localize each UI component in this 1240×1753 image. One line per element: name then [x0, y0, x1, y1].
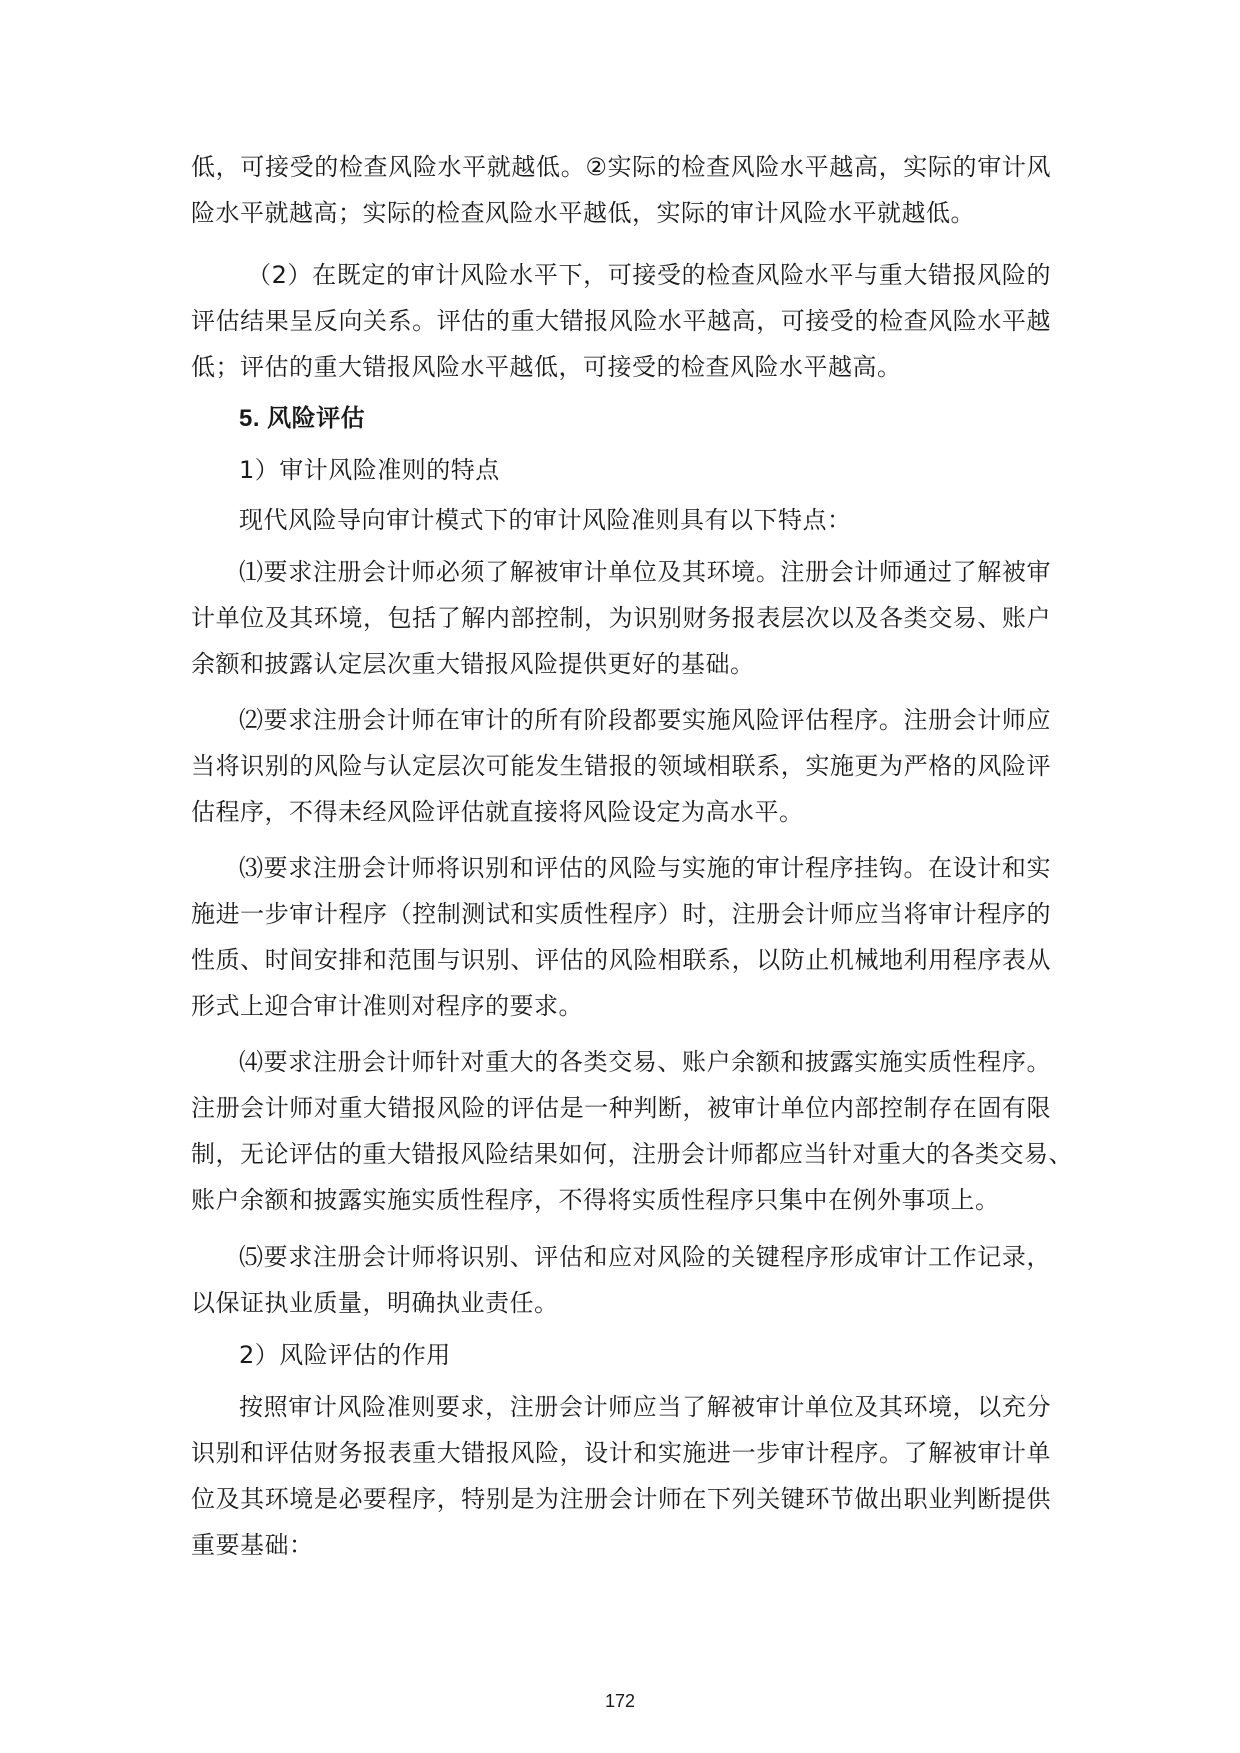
paragraph-line: 识别和评估财务报表重大错报风险，设计和实施进一步审计程序。了解被审计单	[191, 1439, 1051, 1467]
paragraph-line: 施进一步审计程序（控制测试和实质性程序）时，注册会计师应当将审计程序的	[191, 900, 1051, 928]
paragraph-line: 按照审计风险准则要求，注册会计师应当了解被审计单位及其环境，以充分	[239, 1393, 1051, 1421]
paragraph-line: （2）在既定的审计风险水平下，可接受的检查风险水平与重大错报风险的	[247, 261, 1051, 289]
paragraph-line: 性质、时间安排和范围与识别、评估的风险相联系，以防止机械地利用程序表从	[191, 946, 1051, 974]
paragraph-line: 低，可接受的检查风险水平就越低。②实际的检查风险水平越高，实际的审计风	[191, 153, 1051, 181]
paragraph-line: 当将识别的风险与认定层次可能发生错报的领域相联系，实施更为严格的风险评	[191, 752, 1051, 780]
section-heading: 5. 风险评估	[239, 405, 366, 432]
paragraph-line: 位及其环境是必要程序，特别是为注册会计师在下列关键环节做出职业判断提供	[191, 1485, 1051, 1513]
paragraph-line: 低；评估的重大错报风险水平越低，可接受的检查风险水平越高。	[191, 353, 902, 381]
paragraph-line: 计单位及其环境，包括了解内部控制，为识别财务报表层次以及各类交易、账户	[191, 604, 1051, 632]
paragraph-line: 账户余额和披露实施实质性程序，不得将实质性程序只集中在例外事项上。	[191, 1186, 1000, 1214]
paragraph-line: ⑶要求注册会计师将识别和评估的风险与实施的审计程序挂钩。在设计和实	[239, 854, 1051, 882]
paragraph-line: ⑵要求注册会计师在审计的所有阶段都要实施风险评估程序。注册会计师应	[239, 706, 1051, 734]
paragraph-line: ⑸要求注册会计师将识别、评估和应对风险的关键程序形成审计工作记录，	[239, 1243, 1051, 1271]
paragraph-line: 形式上迎合审计准则对程序的要求。	[191, 992, 583, 1020]
paragraph-line: ⑴要求注册会计师必须了解被审计单位及其环境。注册会计师通过了解被审	[239, 558, 1051, 586]
paragraph-line: ⑷要求注册会计师针对重大的各类交易、账户余额和披露实施实质性程序。	[239, 1048, 1051, 1076]
paragraph-line: 估程序，不得未经风险评估就直接将风险设定为高水平。	[191, 798, 804, 826]
paragraph-line: 余额和披露认定层次重大错报风险提供更好的基础。	[191, 650, 755, 678]
paragraph-line: 现代风险导向审计模式下的审计风险准则具有以下特点：	[239, 506, 852, 534]
paragraph-line: 制，无论评估的重大错报风险结果如何，注册会计师都应当针对重大的各类交易、	[191, 1140, 1073, 1168]
page-number: 172	[604, 1691, 636, 1711]
paragraph-line: 评估结果呈反向关系。评估的重大错报风险水平越高，可接受的检查风险水平越	[191, 307, 1051, 335]
subsection-heading: 1）审计风险准则的特点	[239, 456, 500, 484]
paragraph-line: 险水平就越高；实际的检查风险水平越低，实际的审计风险水平就越低。	[191, 199, 975, 227]
paragraph-line: 重要基础：	[191, 1531, 314, 1559]
paragraph-line: 以保证执业质量，明确执业责任。	[191, 1289, 559, 1317]
paragraph-line: 注册会计师对重大错报风险的评估是一种判断，被审计单位内部控制存在固有限	[191, 1094, 1051, 1122]
subsection-heading: 2）风险评估的作用	[239, 1341, 451, 1369]
